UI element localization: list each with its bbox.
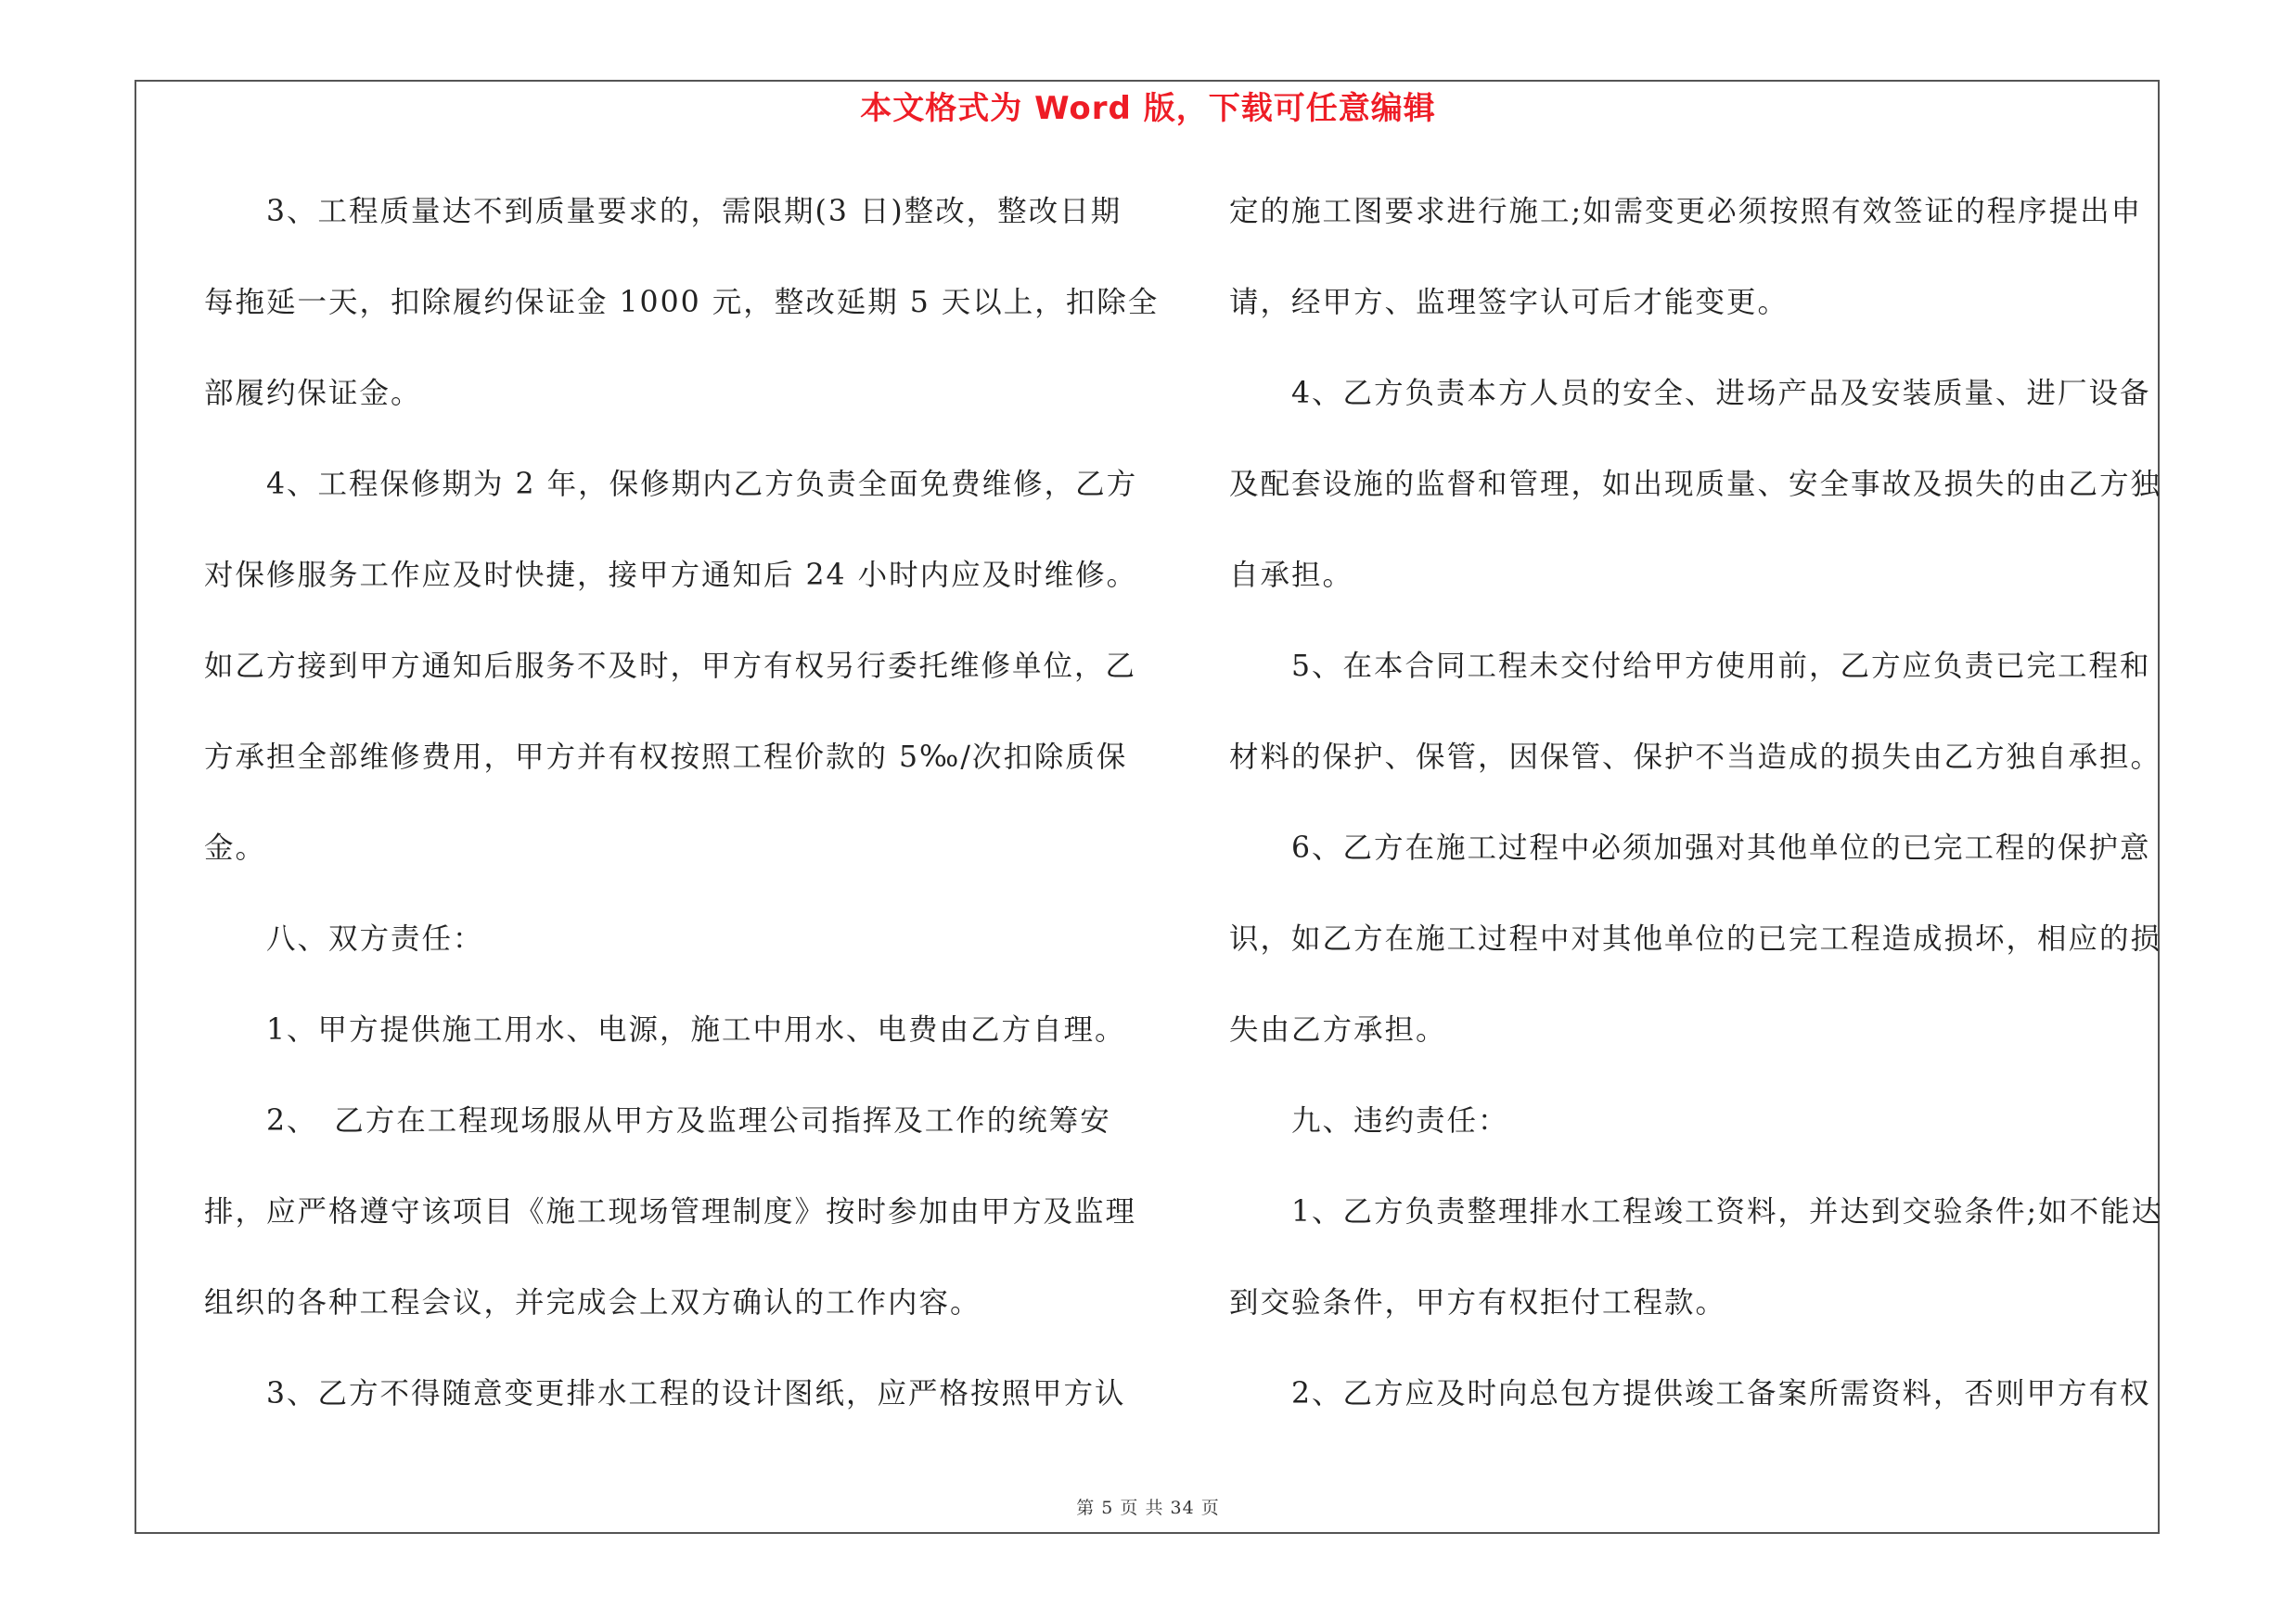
text-line: 1、乙方负责整理排水工程竣工资料，并达到交验条件;如不能达	[1229, 1195, 2163, 1229]
text-line: 及配套设施的监督和管理，如出现质量、安全事故及损失的由乙方独	[1229, 468, 2162, 501]
right-text-column	[1229, 184, 2166, 1457]
text-line: 1、甲方提供施工用水、电源，施工中用水、电费由乙方自理。	[204, 1013, 1126, 1047]
left-text-column	[204, 184, 1160, 1457]
text-line: 6、乙方在施工过程中必须加强对其他单位的已完工程的保护意	[1229, 831, 2151, 865]
text-line: 请，经甲方、监理签字认可后才能变更。	[1229, 286, 1789, 319]
text-line: 3、工程质量达不到质量要求的，需限期(3 日)整改，整改日期	[204, 195, 1122, 228]
text-line: 定的施工图要求进行施工;如需变更必须按照有效签证的程序提出申	[1229, 195, 2143, 228]
document-banner: 本文格式为 Word 版，下载可任意编辑	[860, 90, 1436, 127]
text-line: 3、乙方不得随意变更排水工程的设计图纸，应严格按照甲方认	[204, 1377, 1126, 1410]
text-line: 每拖延一天，扣除履约保证金 1000 元，整改延期 5 天以上，扣除全	[204, 286, 1160, 319]
text-line: 部履约保证金。	[204, 377, 422, 410]
text-line: 材料的保护、保管，因保管、保护不当造成的损失由乙方独自承担。	[1229, 741, 2162, 774]
text-line: 排，应严格遵守该项目《施工现场管理制度》按时参加由甲方及监理	[204, 1195, 1137, 1229]
section-heading: 八、双方责任：	[204, 922, 484, 956]
text-line: 组织的各种工程会议，并完成会上双方确认的工作内容。	[204, 1286, 981, 1320]
section-heading: 九、违约责任：	[1229, 1104, 1509, 1138]
text-line: 2、 乙方在工程现场服从甲方及监理公司指挥及工作的统筹安	[204, 1104, 1111, 1138]
text-line: 4、工程保修期为 2 年，保修期内乙方负责全面免费维修，乙方	[204, 468, 1138, 501]
page-number: 第 5 页 共 34 页	[1076, 1498, 1220, 1518]
text-line: 如乙方接到甲方通知后服务不及时，甲方有权另行委托维修单位，乙	[204, 650, 1137, 683]
text-line: 方承担全部维修费用，甲方并有权按照工程价款的 5‰/次扣除质保	[204, 741, 1128, 774]
text-line: 5、在本合同工程未交付给甲方使用前，乙方应负责已完工程和	[1229, 650, 2151, 683]
text-line: 对保修服务工作应及时快捷，接甲方通知后 24 小时内应及时维修。	[204, 559, 1138, 592]
text-line: 金。	[204, 831, 267, 865]
text-line: 自承担。	[1229, 559, 1354, 592]
text-line: 识，如乙方在施工过程中对其他单位的已完工程造成损坏，相应的损	[1229, 922, 2162, 956]
text-line: 到交验条件，甲方有权拒付工程款。	[1229, 1286, 1727, 1320]
text-line: 失由乙方承担。	[1229, 1013, 1447, 1047]
text-line: 4、乙方负责本方人员的安全、进场产品及安装质量、进厂设备	[1229, 377, 2151, 410]
text-line: 2、乙方应及时向总包方提供竣工备案所需资料，否则甲方有权	[1229, 1377, 2151, 1410]
